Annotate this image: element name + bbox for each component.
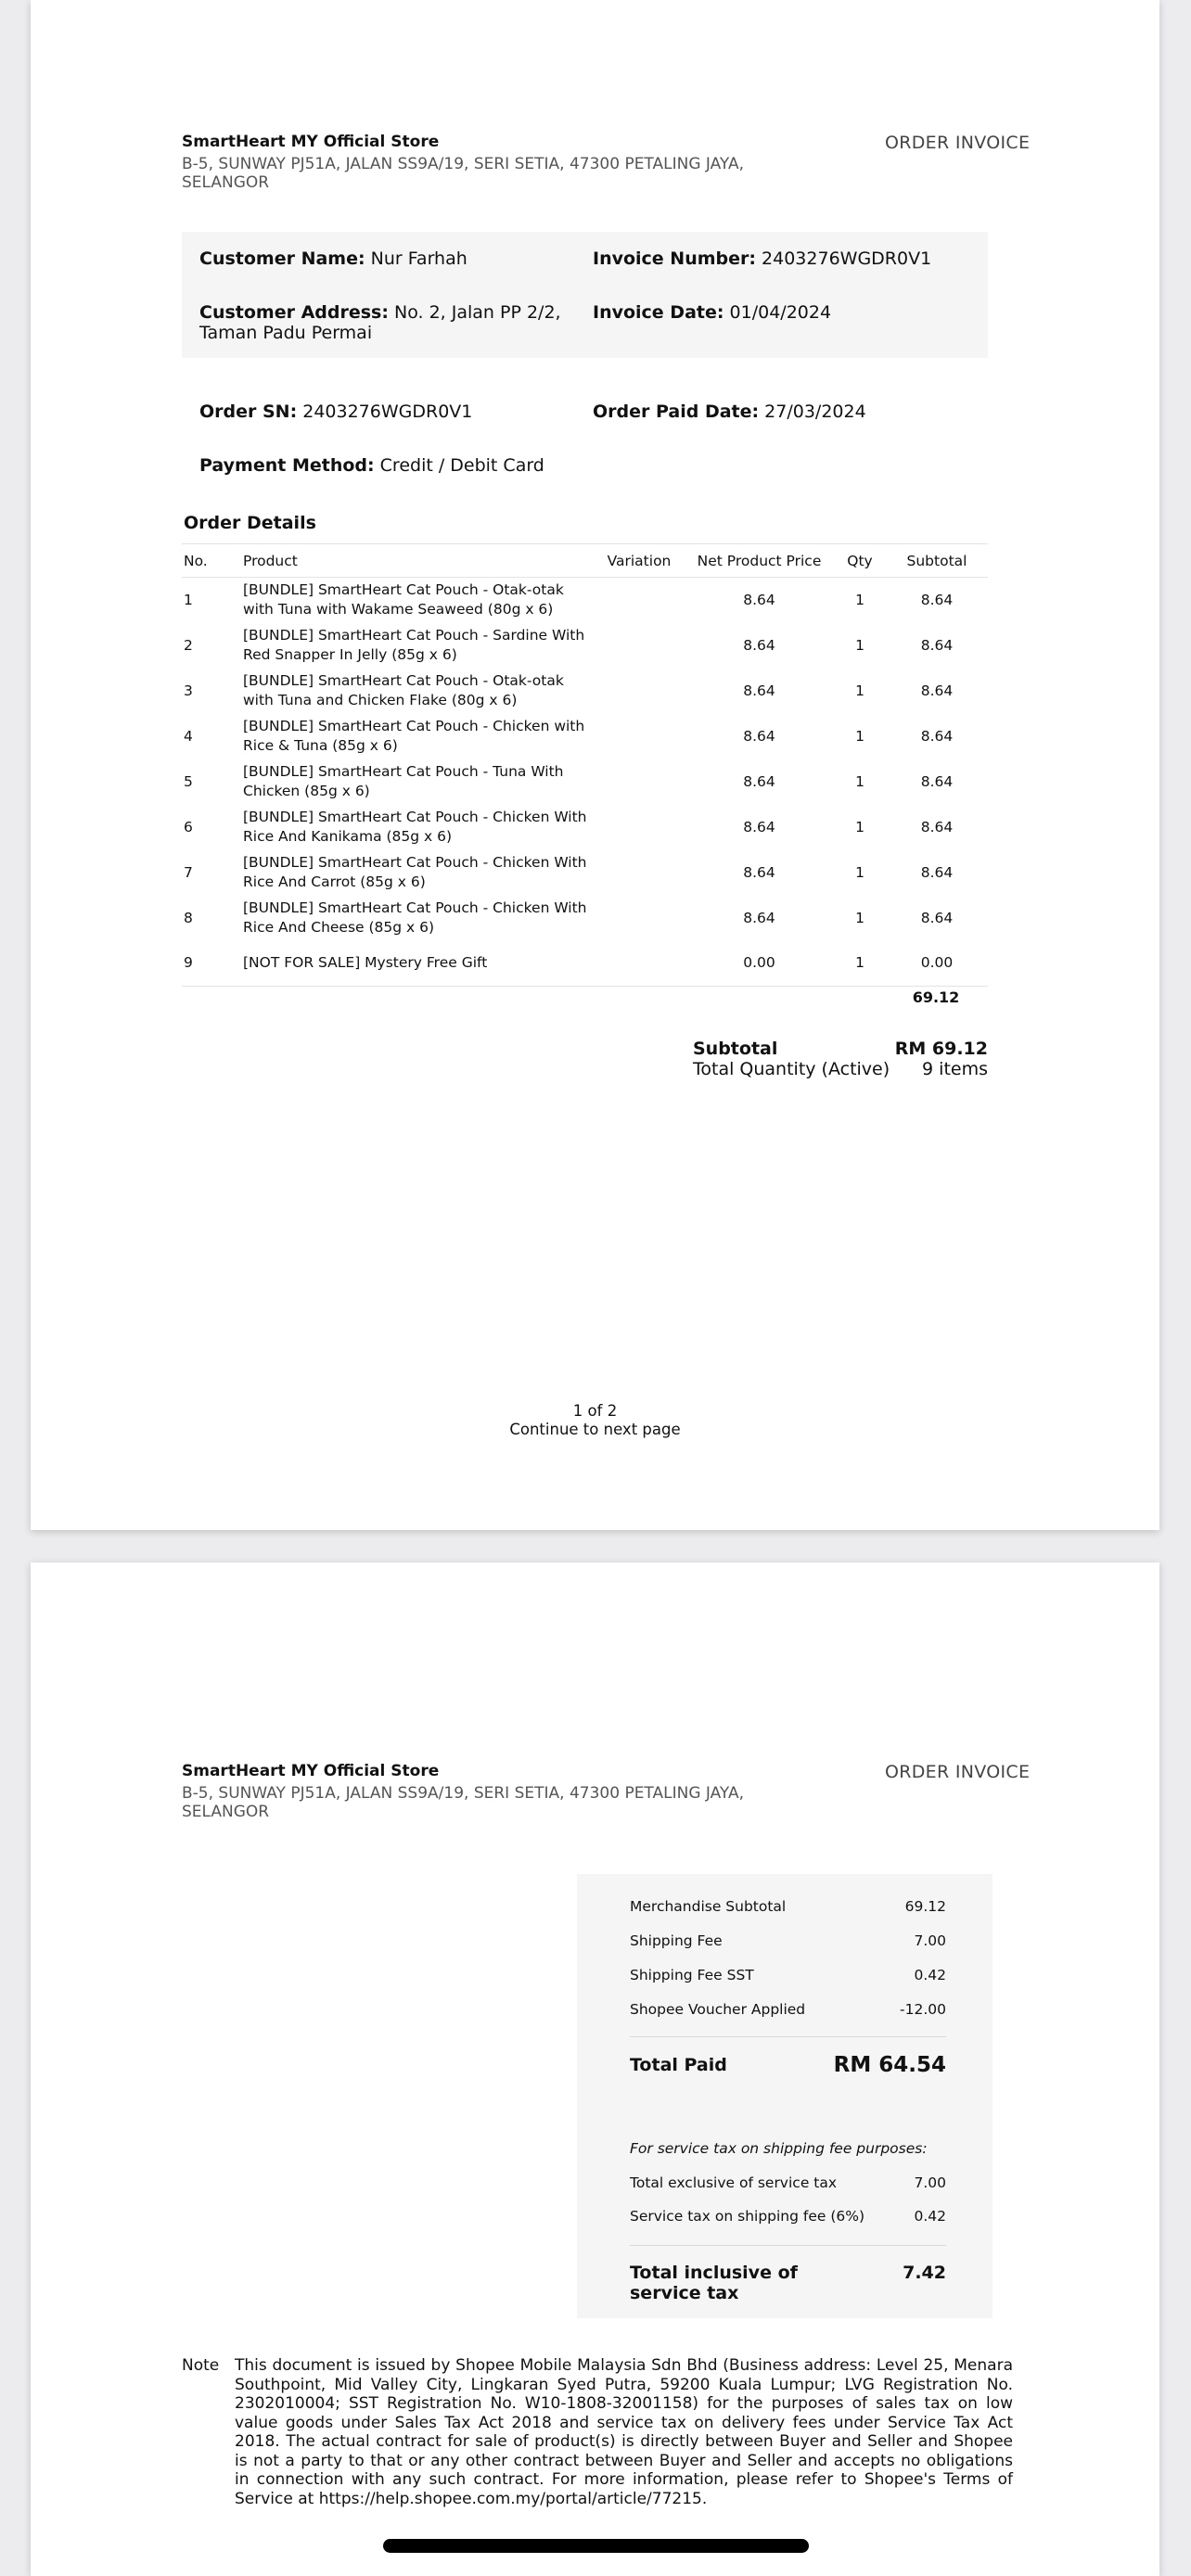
store-address: B-5, SUNWAY PJ51A, JALAN SS9A/19, SERI SETIA, 47300 PETALING JAYA, SELANGOR [182, 155, 745, 192]
header-variation: Variation [594, 544, 683, 578]
payment-summary-box [577, 1874, 992, 2318]
row-price: 8.64 [743, 772, 775, 790]
customer-name [199, 249, 467, 269]
header-qty: Qty [834, 544, 884, 578]
invoice-page-2 [31, 1562, 1159, 2576]
header-product: Product [241, 544, 594, 578]
payment-method [199, 455, 544, 476]
row-product: [BUNDLE] SmartHeart Cat Pouch - Chicken With Rice And Cheese (85g x 6) [243, 899, 587, 936]
row-price: 8.64 [743, 636, 775, 654]
row-subtotal: 8.64 [920, 818, 954, 835]
row-price: 8.64 [743, 682, 775, 699]
row-variation [594, 578, 683, 623]
row-product: [BUNDLE] SmartHeart Cat Pouch - Sardine With Red Snapper In Jelly (85g x 6) [243, 627, 585, 663]
invoice-date-value: 01/04/2024 [729, 302, 832, 323]
order-paid-date [593, 402, 866, 422]
row-subtotal: 0.00 [884, 941, 988, 987]
row-qty: 1 [855, 682, 864, 699]
table-row [182, 850, 988, 896]
shipping-fee-sst-row [630, 1967, 946, 1983]
header-subtotal: Subtotal [884, 544, 988, 578]
shipping-fee-label: Shipping Fee [630, 1932, 723, 1949]
invoice-title: ORDER INVOICE [885, 1762, 1031, 1782]
row-subtotal: 8.64 [920, 636, 954, 654]
order-paid-date-value: 27/03/2024 [764, 402, 866, 422]
row-product: [BUNDLE] SmartHeart Cat Pouch - Chicken With Rice And Carrot (85g x 6) [243, 854, 587, 890]
row-variation [594, 623, 683, 669]
order-items-table [182, 543, 988, 987]
row-product: [BUNDLE] SmartHeart Cat Pouch - Otak-otak with Tuna and Chicken Flake (80g x 6) [243, 672, 564, 708]
invoice-date [593, 302, 831, 323]
row-product: [NOT FOR SALE] Mystery Free Gift [241, 941, 594, 987]
order-paid-date-label: Order Paid Date: [593, 402, 760, 422]
row-subtotal: 8.64 [920, 772, 954, 790]
merchandise-subtotal-row [630, 1898, 946, 1915]
customer-address [199, 302, 580, 343]
customer-name-label: Customer Name: [199, 249, 365, 269]
invoice-date-label: Invoice Date: [593, 302, 724, 323]
row-subtotal: 8.64 [920, 863, 954, 881]
row-price: 8.64 [743, 818, 775, 835]
row-qty: 1 [855, 636, 864, 654]
table-total: 69.12 [912, 988, 960, 1006]
invoice-number-label: Invoice Number: [593, 249, 756, 269]
voucher-label: Shopee Voucher Applied [630, 2001, 806, 2018]
merchandise-subtotal-value: 69.12 [904, 1898, 946, 1915]
row-subtotal: 8.64 [920, 682, 954, 699]
invoice-page-1 [31, 0, 1159, 1530]
table-row [182, 623, 988, 669]
order-sn-value: 2403276WGDR0V1 [302, 402, 473, 422]
shipping-fee-sst-value: 0.42 [914, 1967, 946, 1983]
home-indicator[interactable] [383, 2539, 809, 2553]
shipping-fee-row [630, 1932, 946, 1949]
invoice-number-value: 2403276WGDR0V1 [762, 249, 932, 269]
customer-name-value: Nur Farhah [370, 249, 467, 269]
total-quantity-label: Total Quantity (Active) [693, 1059, 890, 1079]
order-sn-label: Order SN: [199, 402, 298, 422]
row-subtotal: 8.64 [920, 727, 954, 745]
payment-method-label: Payment Method: [199, 455, 375, 476]
row-qty: 1 [855, 727, 864, 745]
row-no: 8 [184, 909, 193, 926]
customer-address-label: Customer Address: [199, 302, 389, 323]
row-no: 5 [184, 772, 193, 790]
row-variation [594, 805, 683, 850]
total-paid-label: Total Paid [630, 2055, 727, 2075]
service-tax-note-text: For service tax on shipping fee purposes: [630, 2140, 928, 2157]
total-quantity-value: 9 items [922, 1059, 988, 1079]
divider [630, 2245, 946, 2246]
row-no: 6 [184, 818, 193, 835]
service-tax-row [630, 2208, 946, 2225]
row-variation [594, 669, 683, 714]
payment-method-value: Credit / Debit Card [379, 455, 544, 476]
exclusive-tax-label: Total exclusive of service tax [630, 2174, 838, 2191]
header-no: No. [182, 544, 241, 578]
header-net-price: Net Product Price [683, 544, 834, 578]
subtotal-value: RM 69.12 [894, 1039, 988, 1059]
table-row [182, 759, 988, 805]
row-no: 1 [184, 591, 193, 608]
voucher-row [630, 2001, 946, 2018]
row-variation [594, 714, 683, 759]
page-number: 1 of 2 [572, 1402, 618, 1420]
divider [630, 2036, 946, 2037]
service-tax-value: 0.42 [914, 2208, 946, 2225]
row-product: [BUNDLE] SmartHeart Cat Pouch - Tuna With Chicken (85g x 6) [243, 763, 564, 799]
row-price: 8.64 [743, 863, 775, 881]
row-variation [594, 759, 683, 805]
row-price: 8.64 [743, 909, 775, 926]
row-subtotal: 8.64 [920, 909, 954, 926]
row-no: 2 [184, 636, 193, 654]
table-row [182, 578, 988, 623]
invoice-number [593, 249, 931, 269]
store-address: B-5, SUNWAY PJ51A, JALAN SS9A/19, SERI SETIA, 47300 PETALING JAYA, SELANGOR [182, 1784, 745, 1821]
row-variation [594, 941, 683, 987]
row-qty: 1 [855, 772, 864, 790]
row-no: 9 [182, 941, 241, 987]
inclusive-tax-label: Total inclusive of service tax [630, 2263, 798, 2303]
shipping-fee-value: 7.00 [914, 1932, 946, 1949]
continue-note: Continue to next page [509, 1421, 681, 1438]
store-name: SmartHeart MY Official Store [182, 1762, 440, 1780]
invoice-title: ORDER INVOICE [885, 133, 1031, 153]
voucher-value: -12.00 [900, 2001, 946, 2018]
service-tax-label: Service tax on shipping fee (6%) [630, 2208, 865, 2225]
row-product: [BUNDLE] SmartHeart Cat Pouch - Chicken with Rice & Tuna (85g x 6) [243, 718, 585, 754]
inclusive-tax-value: 7.42 [903, 2263, 946, 2283]
table-row [182, 941, 988, 987]
row-qty: 1 [855, 863, 864, 881]
row-qty: 1 [834, 941, 884, 987]
customer-info-box [182, 232, 988, 358]
store-name: SmartHeart MY Official Store [182, 133, 440, 151]
inclusive-tax-row [630, 2263, 946, 2303]
table-header-row [182, 544, 988, 578]
note-label: Note [182, 2356, 220, 2375]
table-row [182, 896, 988, 941]
row-no: 7 [184, 863, 193, 881]
exclusive-tax-value: 7.00 [914, 2174, 946, 2191]
row-qty: 1 [855, 591, 864, 608]
service-tax-note [630, 2140, 946, 2157]
exclusive-tax-row [630, 2174, 946, 2191]
total-paid-value: RM 64.54 [833, 2053, 946, 2077]
table-row [182, 714, 988, 759]
row-subtotal: 8.64 [920, 591, 954, 608]
table-row [182, 805, 988, 850]
row-variation [594, 896, 683, 941]
row-price: 0.00 [683, 941, 834, 987]
shipping-fee-sst-label: Shipping Fee SST [630, 1967, 754, 1983]
order-sn [199, 402, 472, 422]
row-price: 8.64 [743, 591, 775, 608]
row-qty: 1 [855, 818, 864, 835]
total-paid-row [630, 2053, 946, 2077]
row-no: 3 [184, 682, 193, 699]
row-qty: 1 [855, 909, 864, 926]
customer-address-value: No. 2, Jalan PP 2/2, Taman Padu Permai [199, 302, 561, 343]
row-product: [BUNDLE] SmartHeart Cat Pouch - Chicken With Rice And Kanikama (85g x 6) [243, 809, 587, 845]
row-variation [594, 850, 683, 896]
merchandise-subtotal-label: Merchandise Subtotal [630, 1898, 787, 1915]
subtotal-label: Subtotal [693, 1039, 778, 1059]
row-product: [BUNDLE] SmartHeart Cat Pouch - Otak-otak with Tuna with Wakame Seaweed (80g x 6) [243, 581, 564, 618]
row-price: 8.64 [743, 727, 775, 745]
table-row [182, 669, 988, 714]
note-text: This document is issued by Shopee Mobile Malaysia Sdn Bhd (Business address: Level 25, Menara Southpoint, Mid Valley City, Lingkaran Syed Putra, 59200 Kuala Lumpur; LVG Registration No. 2302010004; SST Registration No. W10-1808-32001158) for the purposes of sales tax on low value goods under Sales Tax Act 2018 and service tax on delivery fees under Service Tax Act 2018. The actual contract for sale of product(s) is directly between Buyer and Seller and Shopee is not a party to that or any other contract between Buyer and Seller and accepts no obligations in connection with any such contract. For more information, please refer to Shopee's Terms of Service at https://help.shopee.com.my/portal/article/77215. [235, 2356, 1013, 2508]
row-no: 4 [184, 727, 193, 745]
order-details-title: Order Details [184, 513, 316, 533]
